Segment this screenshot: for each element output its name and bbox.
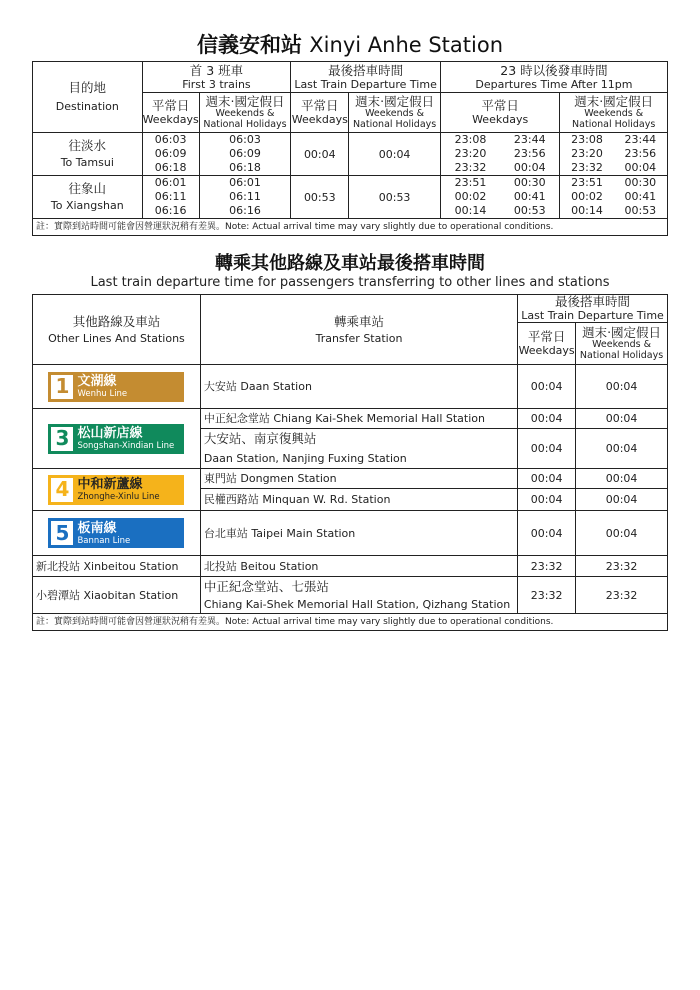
footnote: 註：實際到站時間可能會因營運狀況稍有差異。Note: Actual arrival time may vary slightly due to operational conditions. — [33, 219, 668, 236]
weekend-time: 00:04 — [576, 429, 668, 469]
transfer-station: 中正紀念堂站、七張站 Chiang Kai-Shek Memorial Hall Station, Qizhang Station — [200, 577, 517, 614]
weekday-time: 23:32 — [518, 556, 576, 577]
last-train-header: 最後搭車時間 Last Train Departure Time — [291, 62, 441, 93]
songshan-xindian-line-badge — [48, 424, 184, 454]
table-row — [33, 577, 668, 614]
transfer-station-header: 轉乘車站 Transfer Station — [200, 295, 517, 365]
weekend-time: 00:04 — [576, 511, 668, 556]
after11-weekend-times: 23:51 00:30 00:02 00:41 00:14 00:53 — [560, 176, 668, 219]
line-name-zh: 文湖線 — [77, 374, 117, 389]
station-name-en: Xinyi Anhe Station — [309, 33, 504, 57]
departure-table — [32, 61, 668, 236]
line-name-en: Zhonghe-Xinlu Line — [77, 492, 160, 502]
table-row — [33, 469, 668, 489]
transfer-station: 民權西路站 Minquan W. Rd. Station — [200, 489, 517, 511]
weekdays-header: 平常日 Weekdays — [440, 93, 559, 133]
line-cell — [33, 511, 201, 556]
table-row — [33, 133, 668, 176]
table-row — [33, 511, 668, 556]
after11-header: 23 時以後發車時間 Departures Time After 11pm — [440, 62, 667, 93]
transfer-table — [32, 294, 668, 631]
after11-weekend-times: 23:08 23:44 23:20 23:56 23:32 00:04 — [560, 133, 668, 176]
weekday-time: 00:04 — [518, 511, 576, 556]
weekends-header: 週末‧國定假日 Weekends & National Holidays — [560, 93, 668, 133]
table-row — [33, 409, 668, 429]
transfer-station: 台北車站 Taipei Main Station — [200, 511, 517, 556]
weekdays-header: 平常日 Weekdays — [518, 323, 576, 365]
line-cell — [33, 409, 201, 469]
weekend-time: 00:04 — [576, 469, 668, 489]
last-weekend-time: 00:04 — [349, 133, 441, 176]
line-name-en: Bannan Line — [77, 535, 131, 546]
line-number: 3 — [51, 427, 73, 451]
line-name-zh: 中和新蘆線 — [77, 477, 143, 492]
weekday-time: 00:04 — [518, 489, 576, 511]
first-weekend-times: 06:03 06:09 06:18 — [199, 133, 291, 176]
first-weekday-times: 06:03 06:09 06:18 — [142, 133, 199, 176]
weekend-time: 00:04 — [576, 409, 668, 429]
last-train-header: 最後搭車時間 Last Train Departure Time — [518, 295, 668, 323]
transfer-section-subtitle: Last train departure time for passengers transferring to other lines and stations — [90, 275, 610, 290]
line-cell — [33, 365, 201, 409]
last-weekend-time: 00:53 — [349, 176, 441, 219]
last-weekday-time: 00:04 — [291, 133, 349, 176]
line-name-en: Wenhu Line — [77, 389, 128, 399]
first-weekend-times: 06:01 06:11 06:16 — [199, 176, 291, 219]
footnote: 註：實際到站時間可能會因營運狀況稍有差異。Note: Actual arrival time may vary slightly due to operational conditions. — [33, 614, 668, 631]
destination-cell: 往淡水 To Tamsui — [33, 133, 143, 176]
weekday-time: 00:04 — [518, 365, 576, 409]
line-name-zh: 松山新店線 — [77, 426, 143, 441]
weekday-time: 23:32 — [518, 577, 576, 614]
weekend-time: 23:32 — [576, 577, 668, 614]
other-station: 小碧潭站 Xiaobitan Station — [33, 577, 201, 614]
transfer-station: 中正紀念堂站 Chiang Kai-Shek Memorial Hall Station — [200, 409, 517, 429]
weekday-time: 00:04 — [518, 469, 576, 489]
bannan-line-badge — [48, 518, 184, 548]
weekend-time: 00:04 — [576, 489, 668, 511]
first-weekday-times: 06:01 06:11 06:16 — [142, 176, 199, 219]
weekdays-header: 平常日 Weekdays — [142, 93, 199, 133]
zhonghe-xinlu-line-badge — [48, 475, 184, 505]
weekday-time: 00:04 — [518, 429, 576, 469]
page-title — [0, 32, 700, 58]
other-lines-header: 其他路線及車站 Other Lines And Stations — [33, 295, 201, 365]
weekends-header: 週末‧國定假日 Weekends & National Holidays — [349, 93, 441, 133]
line-name-en: Songshan-Xindian Line — [77, 441, 175, 451]
weekend-time: 00:04 — [576, 365, 668, 409]
table-row — [33, 176, 668, 219]
station-name-zh: 信義安和站 — [196, 33, 302, 57]
first3-header: 首 3 班車 First 3 trains — [142, 62, 291, 93]
transfer-station: 大安站 Daan Station — [200, 365, 517, 409]
weekday-time: 00:04 — [518, 409, 576, 429]
destination-cell: 往象山 To Xiangshan — [33, 176, 143, 219]
weekdays-header: 平常日 Weekdays — [291, 93, 349, 133]
line-number: 1 — [51, 375, 73, 399]
line-number: 4 — [51, 478, 73, 502]
line-cell — [33, 469, 201, 511]
transfer-section-title: 轉乘其他路線及車站最後搭車時間 — [215, 253, 485, 274]
destination-header: 目的地 Destination — [33, 62, 143, 133]
after11-weekday-times: 23:51 00:30 00:02 00:41 00:14 00:53 — [440, 176, 559, 219]
last-weekday-time: 00:53 — [291, 176, 349, 219]
table-row — [33, 365, 668, 409]
transfer-station: 北投站 Beitou Station — [200, 556, 517, 577]
weekends-header: 週末‧國定假日 Weekends & National Holidays — [576, 323, 668, 365]
transfer-station: 大安站、南京復興站 Daan Station, Nanjing Fuxing Station — [200, 429, 517, 469]
line-name-zh: 板南線 — [77, 520, 117, 536]
weekend-time: 23:32 — [576, 556, 668, 577]
transfer-station: 東門站 Dongmen Station — [200, 469, 517, 489]
line-number: 5 — [51, 521, 73, 545]
other-station: 新北投站 Xinbeitou Station — [33, 556, 201, 577]
after11-weekday-times: 23:08 23:44 23:20 23:56 23:32 00:04 — [440, 133, 559, 176]
weekends-header: 週末‧國定假日 Weekends & National Holidays — [199, 93, 291, 133]
table-row — [33, 556, 668, 577]
wenhu-line-badge — [48, 372, 184, 402]
